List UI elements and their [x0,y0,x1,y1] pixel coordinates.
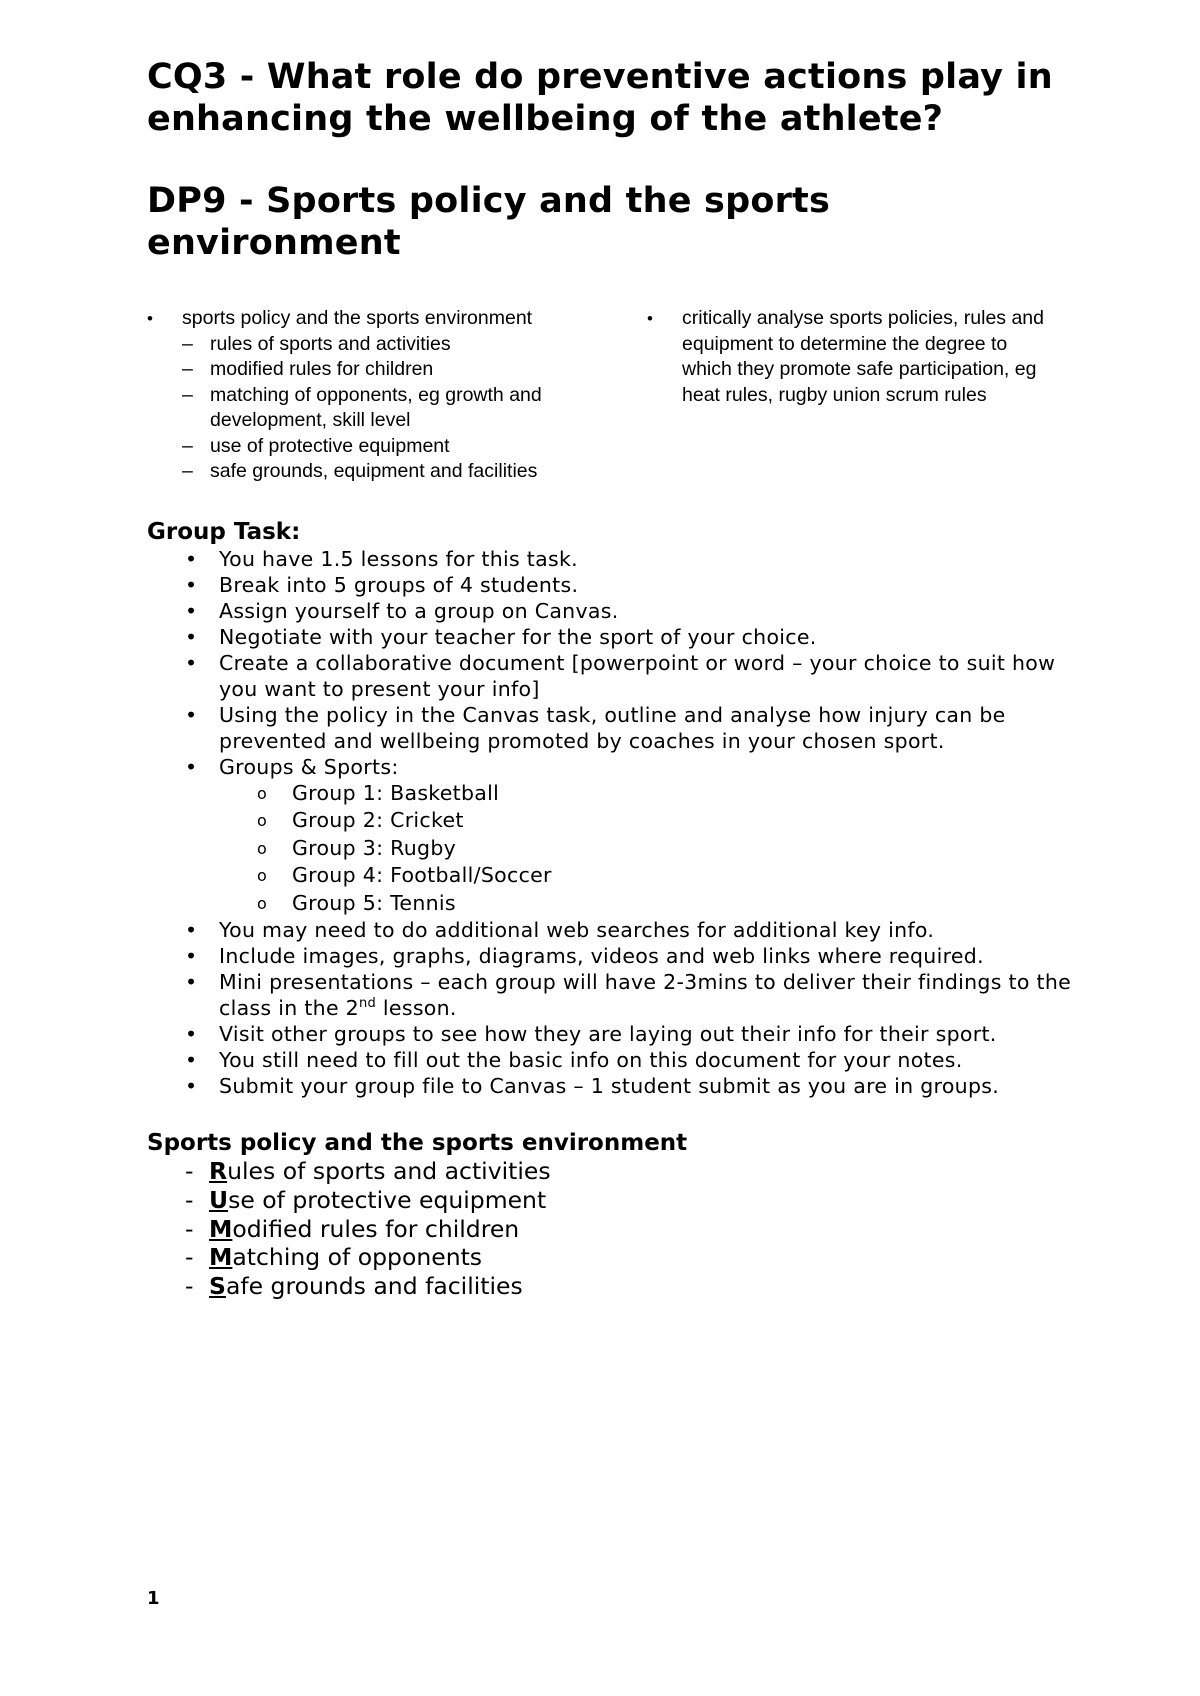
list-item [147,917,1077,943]
bullet-icon: • [185,1048,198,1072]
circle-bullet-icon: o [257,838,268,858]
circle-bullet-icon: o [257,893,268,913]
dash-icon: - [185,1272,194,1301]
bullet-icon: • [185,546,198,571]
policy-item [147,1243,1077,1272]
dash-icon: - [185,1214,194,1243]
syllabus-sub-point: rules of sports and activities [210,332,451,355]
group-item [147,862,1077,890]
policy-item [147,1186,1077,1215]
group-item [147,780,1077,808]
policy-item [147,1157,1077,1186]
bullet-icon: • [185,918,198,942]
circle-bullet-icon: o [257,866,268,885]
dash-icon: – [182,332,193,355]
dash-icon: - [185,1157,194,1185]
syllabus-sub-point: safe grounds, equipment and facilities [210,460,538,482]
policy-item [147,1272,1077,1301]
list-item-text: Using the policy in the Canvas task, outline and analyse how injury can be prevented and wellbeing promoted by coaches in your chosen sport. [219,702,1006,753]
dash-icon: – [182,358,193,380]
bullet-icon: • [647,309,653,328]
policy-item-text: Modified rules for children [209,1214,520,1243]
groups-sublist [147,780,1077,918]
list-item-text: You still need to fill out the basic info on this document for your notes. [219,1048,963,1072]
group-item-text: Group 4: Football/Soccer [292,863,552,887]
page-title-dp9: DP9 - Sports policy and the sports environment [147,181,831,263]
syllabus-sub-point: use of protective equipment [210,434,450,457]
policy-item [147,1215,1077,1244]
policy-item-text: Matching of opponents [209,1243,483,1272]
bullet-icon: • [185,944,198,968]
list-item-text: Visit other groups to see how they are laying out their info for their sport. [219,1022,997,1046]
list-item-text: You have 1.5 lessons for this task. [219,546,578,571]
group-item-text: Group 2: Cricket [292,808,464,832]
list-item [147,943,1077,969]
list-item [147,624,1077,650]
list-item [147,546,1077,572]
list-item [147,1047,1077,1073]
list-item-text: You may need to do additional web searches for additional key info. [219,918,935,942]
list-item [147,650,1077,702]
list-item [147,969,1077,1021]
bullet-icon: • [185,702,198,727]
bullet-icon: • [185,1074,198,1098]
page-title-cq3: CQ3 - What role do preventive actions play in enhancing the wellbeing of the athlete? [147,57,1053,139]
bullet-icon: • [185,970,198,994]
list-item [147,598,1077,624]
page-number: 1 [147,1588,160,1609]
list-item-text: Assign yourself to a group on Canvas. [219,598,619,623]
list-item-text: Break into 5 groups of 4 students. [219,572,579,597]
dash-icon: - [185,1185,194,1214]
group-item [147,835,1077,863]
list-item [147,1073,1077,1099]
policy-acronym-list [147,1157,1077,1301]
policy-heading: Sports policy and the sports environment [147,1130,688,1156]
list-item-text: Groups & Sports: [219,754,399,779]
group-item [147,890,1077,918]
group-task-heading: Group Task: [147,518,301,545]
syllabus-sub-point: matching of opponents, eg growth and development, skill level [210,383,542,431]
bullet-icon: • [185,1022,198,1046]
bullet-icon: • [185,598,198,623]
document-page [147,56,1077,1301]
bullet-icon: • [185,754,198,779]
bullet-icon: • [147,309,153,328]
group-item-text: Group 3: Rugby [292,835,457,860]
dash-icon: - [185,1243,194,1272]
bullet-icon: • [185,624,198,649]
syllabus-table [147,306,1077,485]
list-item-text: Submit your group file to Canvas – 1 student submit as you are in groups. [219,1074,1000,1098]
group-sublist-wrapper [147,780,1077,918]
list-item [147,754,1077,780]
syllabus-main-point: sports policy and the sports environment [182,307,533,329]
group-task-list [147,546,1077,1100]
list-item-text: Include images, graphs, diagrams, videos and web links where required. [219,944,984,968]
group-item-text: Group 1: Basketball [292,780,500,805]
list-item-text: Negotiate with your teacher for the sport of your choice. [219,624,817,649]
list-item [147,572,1077,598]
list-item [147,1021,1077,1047]
policy-item-text: Rules of sports and activities [209,1157,551,1185]
dash-icon: – [182,434,193,457]
bullet-icon: • [185,650,198,675]
circle-bullet-icon: o [257,783,268,803]
list-item [147,702,1077,754]
syllabus-sub-point: modified rules for children [210,358,434,380]
group-item-text: Group 5: Tennis [292,890,456,915]
bullet-icon: • [185,572,198,597]
dash-icon: – [182,460,193,482]
policy-item-text: Use of protective equipment [209,1185,547,1214]
dash-icon: – [182,383,193,406]
policy-item-text: Safe grounds and facilities [209,1272,523,1301]
syllabus-outcome: critically analyse sports policies, rules and equipment to determine the degree to which they promote safe participation, eg heat rules, rugby union scrum rules [682,307,1044,406]
group-item [147,807,1077,835]
syllabus-outcome-column [647,306,1047,485]
list-item-text: Create a collaborative document [powerpoint or word – your choice to suit how you want to present your info] [219,650,1056,701]
circle-bullet-icon: o [257,811,268,830]
syllabus-content-column [147,306,647,485]
list-item-text: Mini presentations – each group will have 2-3mins to deliver their findings to the class in the 2nd lesson. [219,970,1072,1020]
